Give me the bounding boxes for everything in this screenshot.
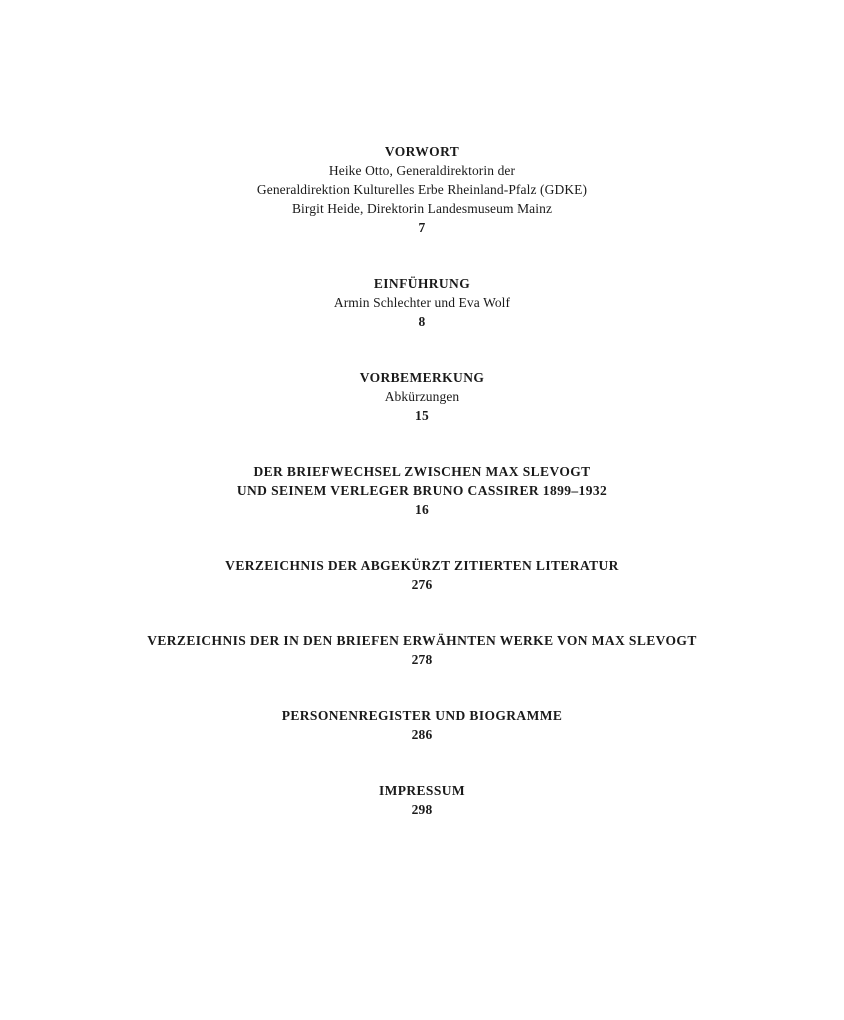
toc-page-number-value: 298	[411, 802, 433, 817]
toc-page-number	[0, 218, 844, 237]
toc-page-number-value: 286	[411, 727, 433, 742]
toc-entry-subtitle	[0, 161, 844, 218]
toc-entry-subtitle	[0, 387, 844, 406]
toc-entry-title	[0, 706, 844, 725]
toc-subtitle-line: Birgit Heide, Direktorin Landesmuseum Mainz	[291, 201, 553, 216]
toc-title-line: DER BRIEFWECHSEL ZWISCHEN MAX SLEVOGT	[253, 464, 591, 479]
toc-page-number-value: 8	[418, 314, 426, 329]
toc-entry-title	[0, 631, 844, 650]
toc-title-line: PERSONENREGISTER UND BIOGRAMME	[281, 708, 563, 723]
toc-entry-einfuehrung	[0, 274, 844, 331]
toc-title-line: VORBEMERKUNG	[359, 370, 485, 385]
toc-entry-title	[0, 274, 844, 293]
toc-subtitle-line: Generaldirektion Kulturelles Erbe Rheinland-Pfalz (GDKE)	[256, 182, 588, 197]
toc-entry-subtitle	[0, 293, 844, 312]
toc-page-number-value: 7	[418, 220, 426, 235]
toc-title-line: EINFÜHRUNG	[373, 276, 471, 291]
toc-entry-title	[0, 462, 844, 500]
toc-page-number-value: 276	[411, 577, 433, 592]
toc-entry-vorbemerkung	[0, 368, 844, 425]
toc-subtitle-line: Heike Otto, Generaldirektorin der	[328, 163, 516, 178]
toc-title-line: VORWORT	[384, 144, 460, 159]
table-of-contents	[0, 142, 844, 819]
toc-entry-briefwechsel	[0, 462, 844, 519]
toc-title-line: VERZEICHNIS DER IN DEN BRIEFEN ERWÄHNTEN WERKE VON MAX SLEVOGT	[147, 633, 697, 648]
toc-subtitle-line: Abkürzungen	[384, 389, 460, 404]
toc-page-number	[0, 406, 844, 425]
toc-page-number	[0, 312, 844, 331]
toc-page-number	[0, 800, 844, 819]
toc-page-number	[0, 500, 844, 519]
toc-entry-literaturverzeichnis	[0, 556, 844, 594]
toc-page-number-value: 278	[411, 652, 433, 667]
toc-title-line: IMPRESSUM	[378, 783, 466, 798]
toc-entry-impressum	[0, 781, 844, 819]
toc-page-number-value: 16	[415, 502, 429, 517]
toc-page-number-value: 15	[415, 408, 429, 423]
toc-entry-personenregister	[0, 706, 844, 744]
toc-entry-title	[0, 556, 844, 575]
toc-entry-title	[0, 781, 844, 800]
toc-subtitle-line: Armin Schlechter und Eva Wolf	[333, 295, 511, 310]
toc-entry-vorwort	[0, 142, 844, 237]
toc-entry-werkverzeichnis	[0, 631, 844, 669]
toc-page-number	[0, 725, 844, 744]
toc-page-number	[0, 575, 844, 594]
toc-entry-title	[0, 142, 844, 161]
toc-page-number	[0, 650, 844, 669]
toc-title-line: UND SEINEM VERLEGER BRUNO CASSIRER 1899–1932	[236, 483, 608, 498]
toc-title-line: VERZEICHNIS DER ABGEKÜRZT ZITIERTEN LITERATUR	[225, 558, 619, 573]
toc-entry-title	[0, 368, 844, 387]
